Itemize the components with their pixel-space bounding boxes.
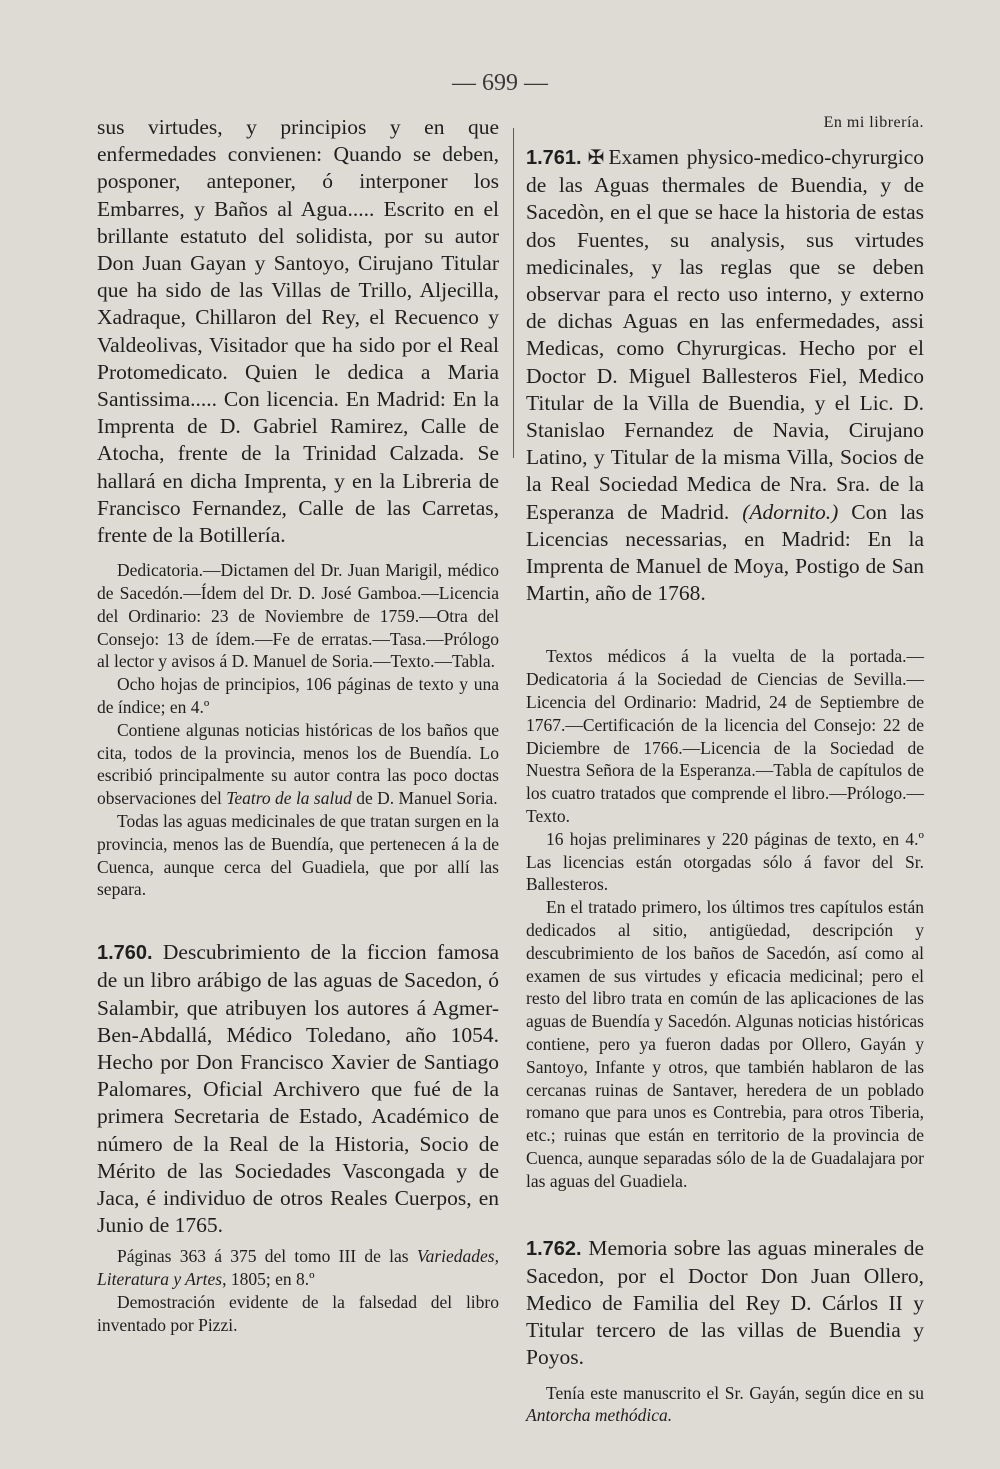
notes-province: Todas las aguas medicinales de que tratan surgen en la provincia, menos las de Buendía, que pertenecen á la de Cuenca, aunque cerca del Guadiela, que por allí las separa. <box>97 811 499 900</box>
entry-text: Memoria sobre las aguas minerales de Sacedon, por el Doctor Don Juan Ollero, Medico de Familia del Rey D. Cárlos II y Titular tercero de las villas de Buendia y Poyos. <box>526 1235 924 1370</box>
notes-collation: Ocho hojas de principios, 106 páginas de texto y una de índice; en 4.º <box>97 674 499 718</box>
left-column <box>97 114 499 1337</box>
column-rule <box>513 128 514 458</box>
notes-commentary: Contiene algunas noticias históricas de los baños que cita, todos de la provincia, menos los de Buendía. Lo escribió principalmente su autor contra las poco doctas observaciones del Teatro de la salud de D. Manuel Soria. <box>97 719 499 809</box>
entry-1759-continuation: sus virtudes, y principios y en que enfermedades convienen: Quando se deben, posponer, anteponer, ó interponer los Embarres, y Baños al Agua..... Escrito en el brillante estatuto del solidista, por su autor Don Juan Gayan y Santoyo, Cirujano Titular que ha sido de las Villas de Trillo, Aljecilla, Xadraque, Chillaron del Rey, el Recuenco y Valdeolivas, Visitador que ha sido por el Real Protomedicato. Quien le dedica a Maria Santissima..... Con licencia. En Madrid: En la Imprenta de D. Gabriel Ramirez, Calle de Atocha, frente de la Trinidad Calzada. Se hallará en dicha Imprenta, y en la Libreria de Francisco Fernandez, Calle de las Carretas, frente de la Botillería. <box>97 115 499 548</box>
notes-demonstration: Demostración evidente de la falsedad del libro inventado por Pizzi. <box>97 1292 499 1335</box>
notes-collation: 16 hojas preliminares y 220 páginas de texto, en 4.º Las licencias están otorgadas sólo á favor del Sr. Ballesteros. <box>526 828 924 895</box>
entry-number: 1.761. <box>526 147 582 169</box>
notes-contents: Dedicatoria.—Dictamen del Dr. Juan Marigil, médico de Sacedón.—Ídem del Dr. D. José Gamboa.—Licencia del Ordinario: 23 de Noviembre de 1759.—Otra del Consejo: 13 de ídem.—Fe de erratas.—Tasa.—Prólogo al lector y avisos á D. Manuel de Soria.—Texto.—Tabla. <box>97 560 499 672</box>
entry-1760 <box>97 939 499 1239</box>
notes-contents: Textos médicos á la vuelta de la portada.—Dedicatoria á la Sociedad de Ciencias de Sevilla.—Licencia del Ordinario: Madrid, 24 de Septiembre de 1767.—Certificación de la licencia del Consejo: 22 de Diciembre de 1766.—Licencia de la Sociedad de Nuestra Señora de la Esperanza.—Tabla de capítulos de los cuatro tratados que comprende el libro.—Prólogo.—Texto. <box>526 646 924 827</box>
page-number: — 699 — <box>452 70 548 96</box>
ornament-note-italic: (Adornito.) <box>742 499 839 524</box>
journal-title-italic: Variedades, Literatura y Artes <box>97 1246 499 1290</box>
collection-note: En mi librería. <box>823 114 924 131</box>
notes-pages: Páginas 363 á 375 del tomo III de las Variedades, Literatura y Artes, 1805; en 8.º <box>97 1246 499 1290</box>
cross-icon: ✠ <box>587 147 605 169</box>
entry-number: 1.762. <box>526 1237 582 1260</box>
right-column <box>526 114 924 1427</box>
notes-manuscript: Tenía este manuscrito el Sr. Gayán, según dice en su Antorcha methódica. <box>526 1382 924 1426</box>
entry-text: Examen physico-medico-chyrurgico de las Aguas thermales de Buendia, y de Sacedòn, en el que se hace la historia de estas dos Fuentes, su analysis, sus virtudes medicinales, y las reglas que se deben observar para el recto uso interno, y externo de dichas Aguas en las enfermedades, assi Medicas, como Chyrurgicas. Hecho por el Doctor D. Miguel Ballesteros Fiel, Medico Titular de la Villa de Buendia, y el Lic. D. Stanislao Fernandez de Navia, Cirujano Latino, y Titular de la misma Villa, Socios de la Real Sociedad Medica de Nra. Sra. de la Esperanza de Madrid. <box>526 145 924 524</box>
book-title-italic: Antorcha methódica. <box>526 1405 673 1426</box>
entry-number: 1.760. <box>97 942 153 965</box>
entry-1761: 1.761. ✠ Examen physico-medico-chyrurgico de las Aguas thermales de Buendia, y de Sacedòn, en el que se hace la historia de estas dos Fuentes, su analysis, sus virtudes medicinales, y las reglas que se deben observar para el recto uso interno, y externo de dichas Aguas en las enfermedades, assi Medicas, como Chyrurgicas. Hecho por el Doctor D. Miguel Ballesteros Fiel, Medico Titular de la Villa de Buendia, y el Lic. D. Stanislao Fernandez de Navia, Cirujano Latino, y Titular de la misma Villa, Socios de la Real Sociedad Medica de Nra. Sra. de la Esperanza de Madrid. (Adornito.) Con las Licencias necessarias, en Madrid: En la Imprenta de Manuel de Moya, Postigo de San Martin, año de 1768. <box>526 145 924 606</box>
notes-commentary: En el tratado primero, los últimos tres capítulos están dedicados al sitio, antigüedad, descripción y descubrimiento de los baños de Sacedón, así como al examen de sus virtudes y eficacia medicinal; pero el resto del libro trata en común de las aplicaciones de las aguas de Buendía y Sacedón. Algunas noticias históricas contiene, pero ya fueron dadas por Ollero, Gayán y Santoyo, Infante y otros, que también hablaron de las cercanas ruinas de Santaver, heredera de un poblado romano que para unos es Contrebia, para otros Tiberia, etc.; ruinas que están en territorio de la provincia de Cuenca, aunque separadas sólo de la de Guadalajara por las aguas del Guadiela. <box>526 897 924 1191</box>
book-title-italic: Teatro de la salud <box>226 788 352 809</box>
entry-text: Descubrimiento de la ficcion famosa de un libro arábigo de las aguas de Sacedon, ó Salambir, que atribuyen los autores á Agmer-Ben-Abdallá, Médico Toledano, año 1054. Hecho por Don Francisco Xavier de Santiago Palomares, Oficial Archivero que fué de la primera Secretaria de Estado, Académico de número de la Real de la Historia, Socio de Mérito de las Sociedades Vascongada y de Jaca, é individuo de otros Reales Cuerpos, en Junio de 1765. <box>97 940 499 1238</box>
entry-1762 <box>526 1235 924 1372</box>
